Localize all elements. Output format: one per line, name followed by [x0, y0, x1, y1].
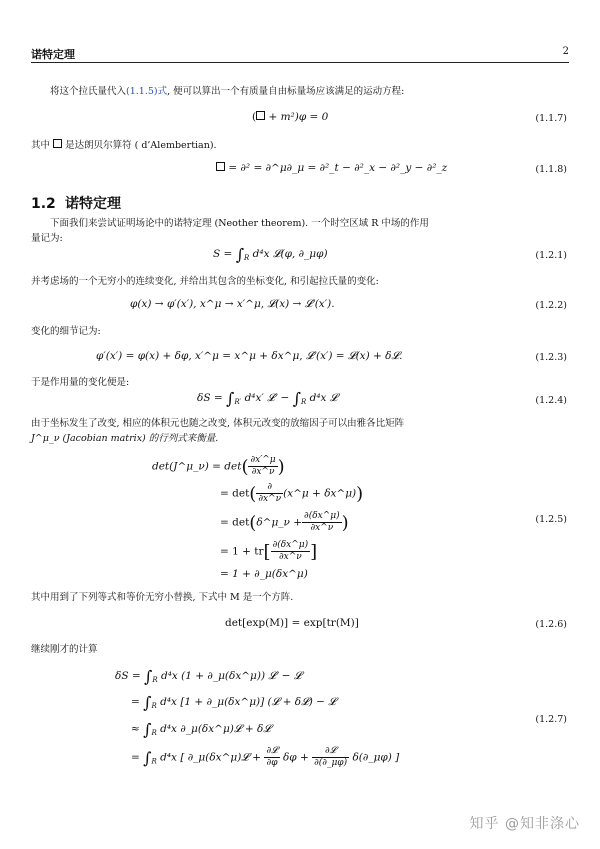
dalembertian-box-symbol: [216, 162, 225, 171]
equation-number: (1.2.6): [535, 619, 567, 630]
equation-lhs: δS =: [115, 670, 141, 682]
fraction-denominator: ∂x^ν: [310, 523, 334, 533]
equation-1-2-7-row-2: [131, 693, 336, 712]
bracket-close: ]: [310, 541, 318, 563]
paragraph-infinitesimal-change: 并考虑场的一个无穷小的连续变化, 并给出其包含的坐标变化, 和引起拉氏量的变化:: [31, 276, 379, 287]
integral-domain: R: [151, 702, 157, 710]
equation-number: (1.1.7): [535, 113, 567, 124]
page-number: 2: [562, 46, 569, 57]
fraction-numerator: ∂(δx^μ): [272, 540, 309, 550]
fraction-numerator: ∂x′^μ: [250, 455, 276, 465]
integral-sign: ∫: [143, 720, 152, 739]
equation-term: d⁴x [1 + ∂_μ(δx^μ)] (𝓛 + δ𝓛) − 𝓛: [160, 696, 336, 708]
paren-close: ): [277, 456, 285, 478]
equation-1-2-5-row-2: [220, 482, 363, 505]
equation-lhs: S =: [213, 248, 233, 260]
paren-open: (: [241, 456, 249, 478]
equation-1-2-5-row-3: [220, 511, 349, 534]
section-heading: [31, 193, 121, 213]
fraction-denominator: ∂(∂_μφ): [314, 758, 348, 768]
equation-term: δ(∂_μφ) ]: [352, 751, 400, 764]
equation-1-2-6: det[exp(M)] = exp[tr(M)]: [225, 617, 359, 629]
paren-open: (: [249, 512, 257, 534]
equation-term: (x^μ + δx^μ): [283, 487, 357, 500]
equation-body: = ∂² = ∂^μ∂_μ = ∂²_t − ∂²_x − ∂²_y − ∂²_z: [228, 162, 448, 174]
equation-number: (1.2.7): [535, 714, 567, 725]
equation-number: (1.1.8): [535, 164, 567, 175]
equation-lhs: δS =: [197, 392, 223, 404]
equation-number: (1.2.1): [535, 250, 567, 261]
equation-lhs: ≈: [131, 723, 140, 735]
zhihu-watermark: 知乎 @知非涤心: [469, 816, 580, 832]
equation-1-1-8: [216, 162, 447, 174]
fraction-numerator: ∂𝓛: [266, 746, 278, 756]
paragraph-text: 是达朗贝尔算符 ( d’Alembertian).: [65, 140, 217, 151]
equation-number: (1.2.4): [535, 395, 567, 406]
paragraph-text: 将这个拉氏量代入: [50, 86, 127, 97]
equation-1-2-5-row-1: [152, 455, 285, 478]
equation-number: (1.2.2): [535, 300, 567, 311]
section-number: 1.2: [31, 196, 56, 212]
equation-number: (1.2.5): [535, 514, 567, 525]
equation-term: δ^μ_ν +: [256, 516, 303, 529]
equation-number: (1.2.3): [535, 352, 567, 363]
integral-sign: ∫: [292, 389, 301, 408]
equation-term: d⁴x (1 + ∂_μ(δx^μ)) 𝓛′ − 𝓛: [160, 670, 302, 682]
equation-lhs: = det: [220, 516, 250, 529]
equation-term: d⁴x 𝓛: [309, 392, 338, 404]
paragraph-noether-intro-line1: 下面我们来尝试证明场论中的诺特定理 (Neother theorem). 一个时空区域 R 中场的作用: [50, 218, 429, 229]
section-title: 诺特定理: [65, 196, 121, 212]
equation-body: m²)φ = 0: [280, 111, 329, 123]
paren-close: ): [356, 483, 364, 505]
fraction-numerator: ∂𝓛: [312, 746, 349, 758]
equation-term: d⁴x ∂_μ(δx^μ)𝓛 + δ𝓛: [160, 723, 271, 735]
equation-1-2-3: φ′(x′) = φ(x) + δφ, x′^μ = x^μ + δx^μ, 𝓛′(x′) = 𝓛(x) + δ𝓛.: [96, 350, 403, 362]
integral-domain: R: [300, 398, 307, 406]
fraction: [248, 455, 277, 478]
equation-1-2-5-row-5: = 1 + ∂_μ(δx^μ): [220, 568, 308, 580]
fraction: [302, 511, 342, 534]
paren-open: (: [249, 483, 257, 505]
equation-rhs: d⁴x 𝓛(φ, ∂_μφ): [252, 248, 328, 260]
integral-sign: ∫: [144, 667, 153, 686]
integral-sign: ∫: [143, 748, 152, 768]
paragraph-jacobian-line1: 由于坐标发生了改变, 相应的体积元也随之改变, 体积元改变的放缩因子可以由雅各比矩阵: [31, 418, 405, 429]
integral-domain: R: [151, 729, 157, 737]
fraction-numerator: ∂: [256, 482, 283, 494]
equation-link-1-1-5[interactable]: (1.1.5)式: [126, 86, 168, 97]
equation-lhs: = 1 + tr: [220, 545, 264, 558]
equation-1-2-1: [213, 245, 328, 264]
integral-sign: ∫: [143, 693, 152, 712]
dalembertian-box-symbol: [53, 139, 62, 148]
paragraph-noether-intro-line2: 量记为:: [31, 233, 63, 244]
equation-1-1-7: ( + m²)φ = 0: [252, 111, 329, 123]
fraction: [271, 540, 311, 563]
paragraph-variation-details: 变化的细节记为:: [31, 326, 101, 337]
equation-term: d⁴x [ ∂_μ(δx^μ)𝓛 +: [160, 751, 262, 764]
bracket-open: [: [263, 541, 271, 563]
integral-domain: R: [152, 676, 158, 684]
running-header-title: 诺特定理: [31, 48, 75, 61]
integral-sign: ∫: [235, 245, 245, 264]
equation-lhs: =: [131, 696, 140, 708]
fraction: [312, 746, 349, 769]
fraction-denominator: ∂x^ν: [258, 494, 282, 504]
equation-1-2-5-row-4: [220, 540, 317, 563]
paren-close: ): [341, 512, 349, 534]
paragraph-text: , 便可以算出一个有质量自由标量场应该满足的运动方程:: [167, 86, 405, 97]
integral-domain: R: [244, 254, 250, 262]
integral-sign: ∫: [226, 389, 235, 408]
fraction-denominator: ∂x^ν: [251, 467, 275, 477]
integral-domain: R: [151, 757, 157, 766]
equation-lhs: =: [131, 751, 140, 764]
equation-1-2-4: [197, 389, 337, 408]
paragraph-action-change: 于是作用量的变化便是:: [31, 377, 130, 388]
integral-domain: R′: [234, 398, 242, 406]
equation-lhs: det(J^μ_ν) = det: [152, 460, 242, 473]
equation-1-2-7-row-4: [131, 746, 399, 769]
equation-term: d⁴x′ 𝓛′ −: [244, 392, 290, 404]
paragraph-identity-note: 其中用到了下列等式和等价无穷小替换, 下式中 M 是一个方阵.: [31, 592, 294, 603]
dalembertian-box-symbol: [256, 111, 265, 120]
fraction: [264, 746, 279, 769]
paragraph-continue: 继续刚才的计算: [31, 644, 98, 655]
paragraph-dalembertian: [31, 139, 217, 153]
equation-1-2-2: φ(x) → φ′(x′), x^μ → x′^μ, 𝓛(x) → 𝓛′(x′).: [130, 298, 335, 310]
equation-term: δφ +: [282, 751, 309, 764]
equation-1-2-7-row-1: [115, 667, 302, 686]
fraction: [256, 482, 283, 505]
equation-1-2-7-row-3: [131, 720, 271, 739]
paragraph-lagrangian-intro: [50, 85, 404, 99]
header-rule: [31, 62, 569, 63]
fraction-denominator: ∂φ: [266, 758, 278, 768]
fraction-numerator: ∂(δx^μ): [304, 511, 340, 521]
paragraph-jacobian-line2: J^μ_ν (Jacobian matrix) 的行列式来衡量.: [31, 433, 219, 444]
paragraph-text: 其中: [31, 140, 51, 151]
equation-lhs: = det: [220, 487, 250, 500]
fraction-denominator: ∂x^ν: [278, 552, 302, 562]
